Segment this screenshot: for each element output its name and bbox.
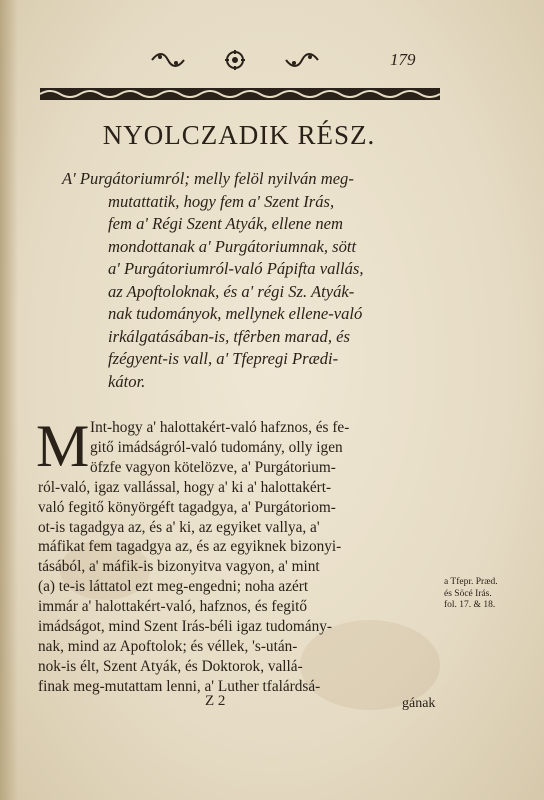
fleuron-left-icon <box>150 51 186 69</box>
body-line: való fegitő könyörgéft tagadgya, a' Purgátoriom- <box>38 498 336 516</box>
summary-line: a' Purgátoriumról-való Pápifta vallás, <box>108 259 364 278</box>
summary-line: fzégyent-is vall, a' Tfepregi Prædi- <box>108 349 339 368</box>
marginal-note-line: fol. 17. & 18. <box>444 600 496 610</box>
page-number: 179 <box>390 50 416 69</box>
body-line: ról-való, igaz vallással, hogy a' ki a' halottakért- <box>38 478 332 496</box>
chapter-summary <box>62 168 440 393</box>
body-line: máfikat fem tagadgya az, és az egyiknek bizonyi- <box>38 538 342 556</box>
decorative-rule <box>40 88 440 100</box>
body-line: immár a' halottakért-való, hafznos, és fegitő <box>38 598 308 616</box>
marginal-note-line: és Söcé Irás. <box>444 588 492 599</box>
rosette-icon <box>223 48 247 72</box>
body-line: nak, mind az Apoftolok; és véllek, 's-után- <box>38 637 298 655</box>
summary-line: mondottanak a' Purgátoriumnak, sött <box>108 236 357 256</box>
marginal-note <box>444 577 534 612</box>
body-line: tásából, a' máfik-is bizonyitva vagyon, a' mint <box>38 558 320 576</box>
body-line: Int-hogy a' halottakért-való hafznos, és fe- <box>90 419 350 436</box>
body-line: ot-is tagadgya az, és a' ki, az egyiket vallya, a' <box>38 518 320 536</box>
body-line: öfzfe vagyon kötelözve, a' Purgátorium- <box>90 458 336 476</box>
summary-line: irkálgatásában-is, tfêrben marad, és <box>108 326 350 346</box>
body-line: (a) te-is láttatol ezt meg-engedni; noha azért <box>38 578 309 596</box>
catchword: gának <box>402 696 436 711</box>
body-line: gitő imádságról-való tudomány, olly igen <box>90 438 343 456</box>
header-ornaments <box>150 48 320 72</box>
body-line: nok-is élt, Szent Atyák, és Doktorok, vallá- <box>38 657 303 675</box>
signature-mark: Z 2 <box>205 693 226 709</box>
body-line: imádságot, mind Szent Irás-béli igaz tudomány- <box>38 618 332 636</box>
summary-line: az Apoftoloknak, és a' régi Sz. Atyák- <box>108 281 355 301</box>
summary-line: A' Purgátoriumról; melly felöl nyilván meg- <box>62 169 354 188</box>
summary-line: mutattatik, hogy fem a' Szent Irás, <box>108 191 335 211</box>
marginal-note-line: a Tfepr. Præd. <box>444 577 498 587</box>
summary-line: nak tudományok, mellynek ellene-való <box>108 304 363 323</box>
summary-line: fem a' Régi Szent Atyák, ellene nem <box>108 214 344 233</box>
summary-line: kátor. <box>108 371 146 391</box>
body-text <box>36 413 440 697</box>
chapter-title: NYOLCZADIK RÉSZ. <box>102 120 376 150</box>
body-line: finak meg-mutattam lenni, a' Luther tfalárdsá- <box>38 677 321 695</box>
drop-cap: M <box>36 413 90 479</box>
fleuron-right-icon <box>284 51 320 69</box>
